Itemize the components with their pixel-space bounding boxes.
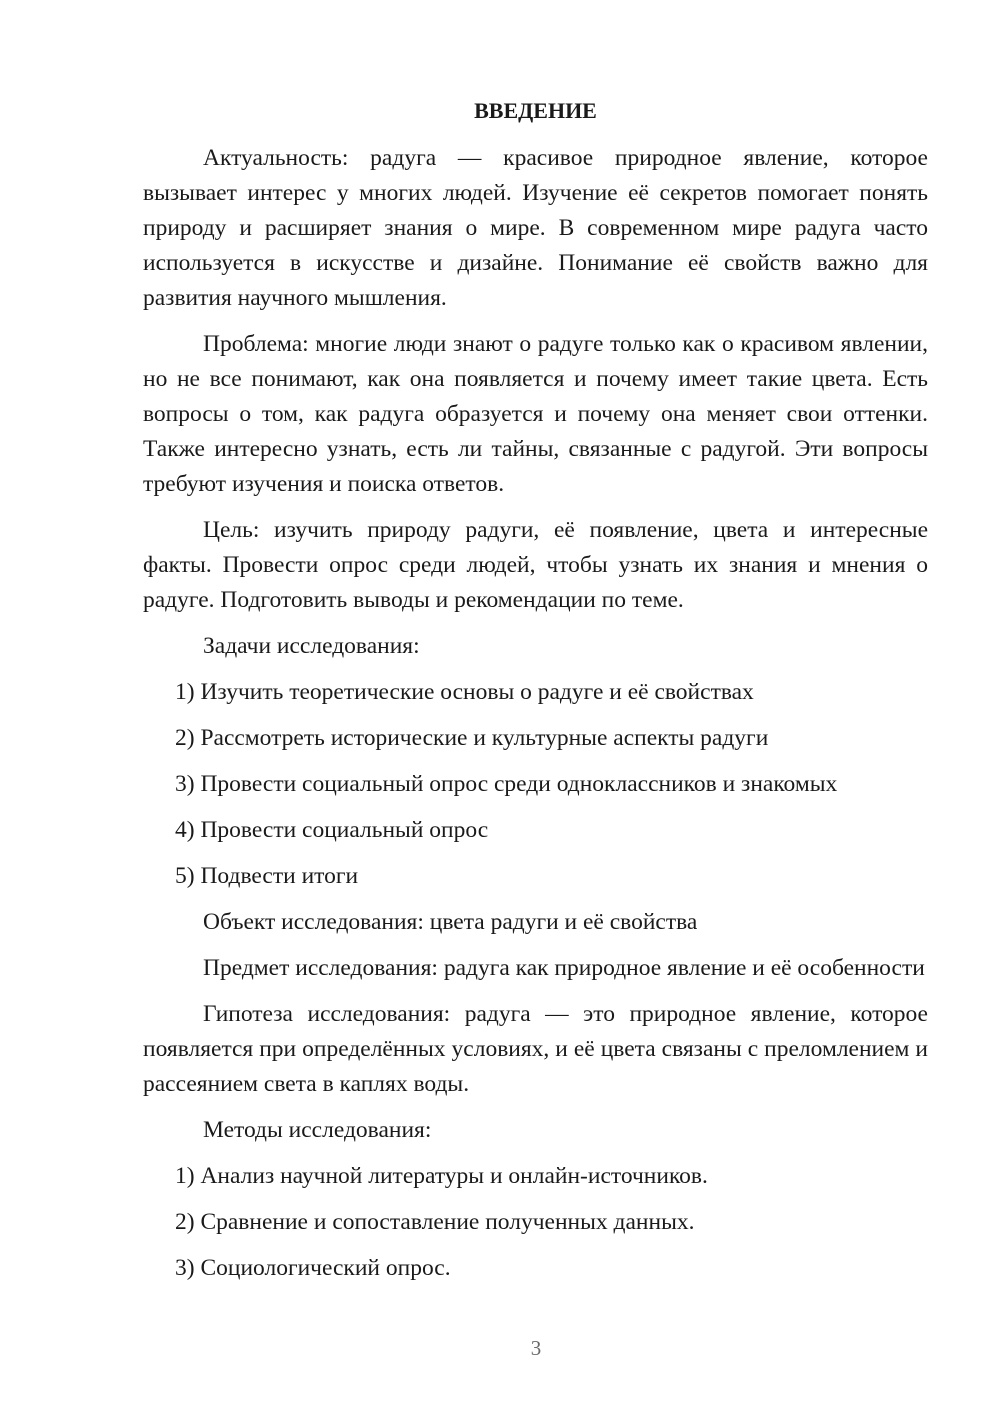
method-item-2: 2) Сравнение и сопоставление полученных данных. (175, 1209, 695, 1235)
problem-paragraph: Проблема: многие люди знают о радуге только как о красивом явлении, но не все понимают, как она появляется и почему имеет такие цвета. Есть вопросы о том, как радуга образуется и почему она меняет свои оттенки. Также интересно узнать, есть ли тайны, связанные с радугой. Эти вопросы требуют изучения и поиска ответов. (143, 331, 928, 497)
section-title: ВВЕДЕНИЕ (474, 98, 597, 123)
subject-paragraph: Предмет исследования: радуга как природное явление и её особенности (203, 955, 925, 981)
methods-heading: Методы исследования: (203, 1117, 432, 1143)
task-item-5: 5) Подвести итоги (175, 863, 359, 889)
task-item-2: 2) Рассмотреть исторические и культурные аспекты радуги (175, 725, 769, 751)
object-paragraph: Объект исследования: цвета радуги и её свойства (203, 909, 698, 935)
page-number: 3 (530, 1336, 542, 1360)
page-content (143, 93, 928, 1297)
method-item-1: 1) Анализ научной литературы и онлайн-источников. (175, 1163, 708, 1189)
hypothesis-paragraph: Гипотеза исследования: радуга — это природное явление, которое появляется при определённых условиях, и её цвета связаны с преломлением и рассеянием света в каплях воды. (143, 1001, 928, 1097)
relevance-paragraph: Актуальность: радуга — красивое природное явление, которое вызывает интерес у многих людей. Изучение её секретов помогает понять природу и расширяет знания о мире. В современном мире радуга часто используется в искусстве и дизайне. Понимание её свойств важно для развития научного мышления. (143, 145, 928, 311)
task-item-3: 3) Провести социальный опрос среди одноклассников и знакомых (175, 771, 838, 797)
task-item-4: 4) Провести социальный опрос (175, 817, 489, 843)
method-item-3: 3) Социологический опрос. (175, 1255, 451, 1281)
task-item-1: 1) Изучить теоретические основы о радуге и её свойствах (175, 679, 754, 705)
goal-paragraph: Цель: изучить природу радуги, её появление, цвета и интересные факты. Провести опрос среди людей, чтобы узнать их знания и мнения о радуге. Подготовить выводы и рекомендации по теме. (143, 517, 928, 613)
tasks-heading: Задачи исследования: (203, 633, 420, 659)
